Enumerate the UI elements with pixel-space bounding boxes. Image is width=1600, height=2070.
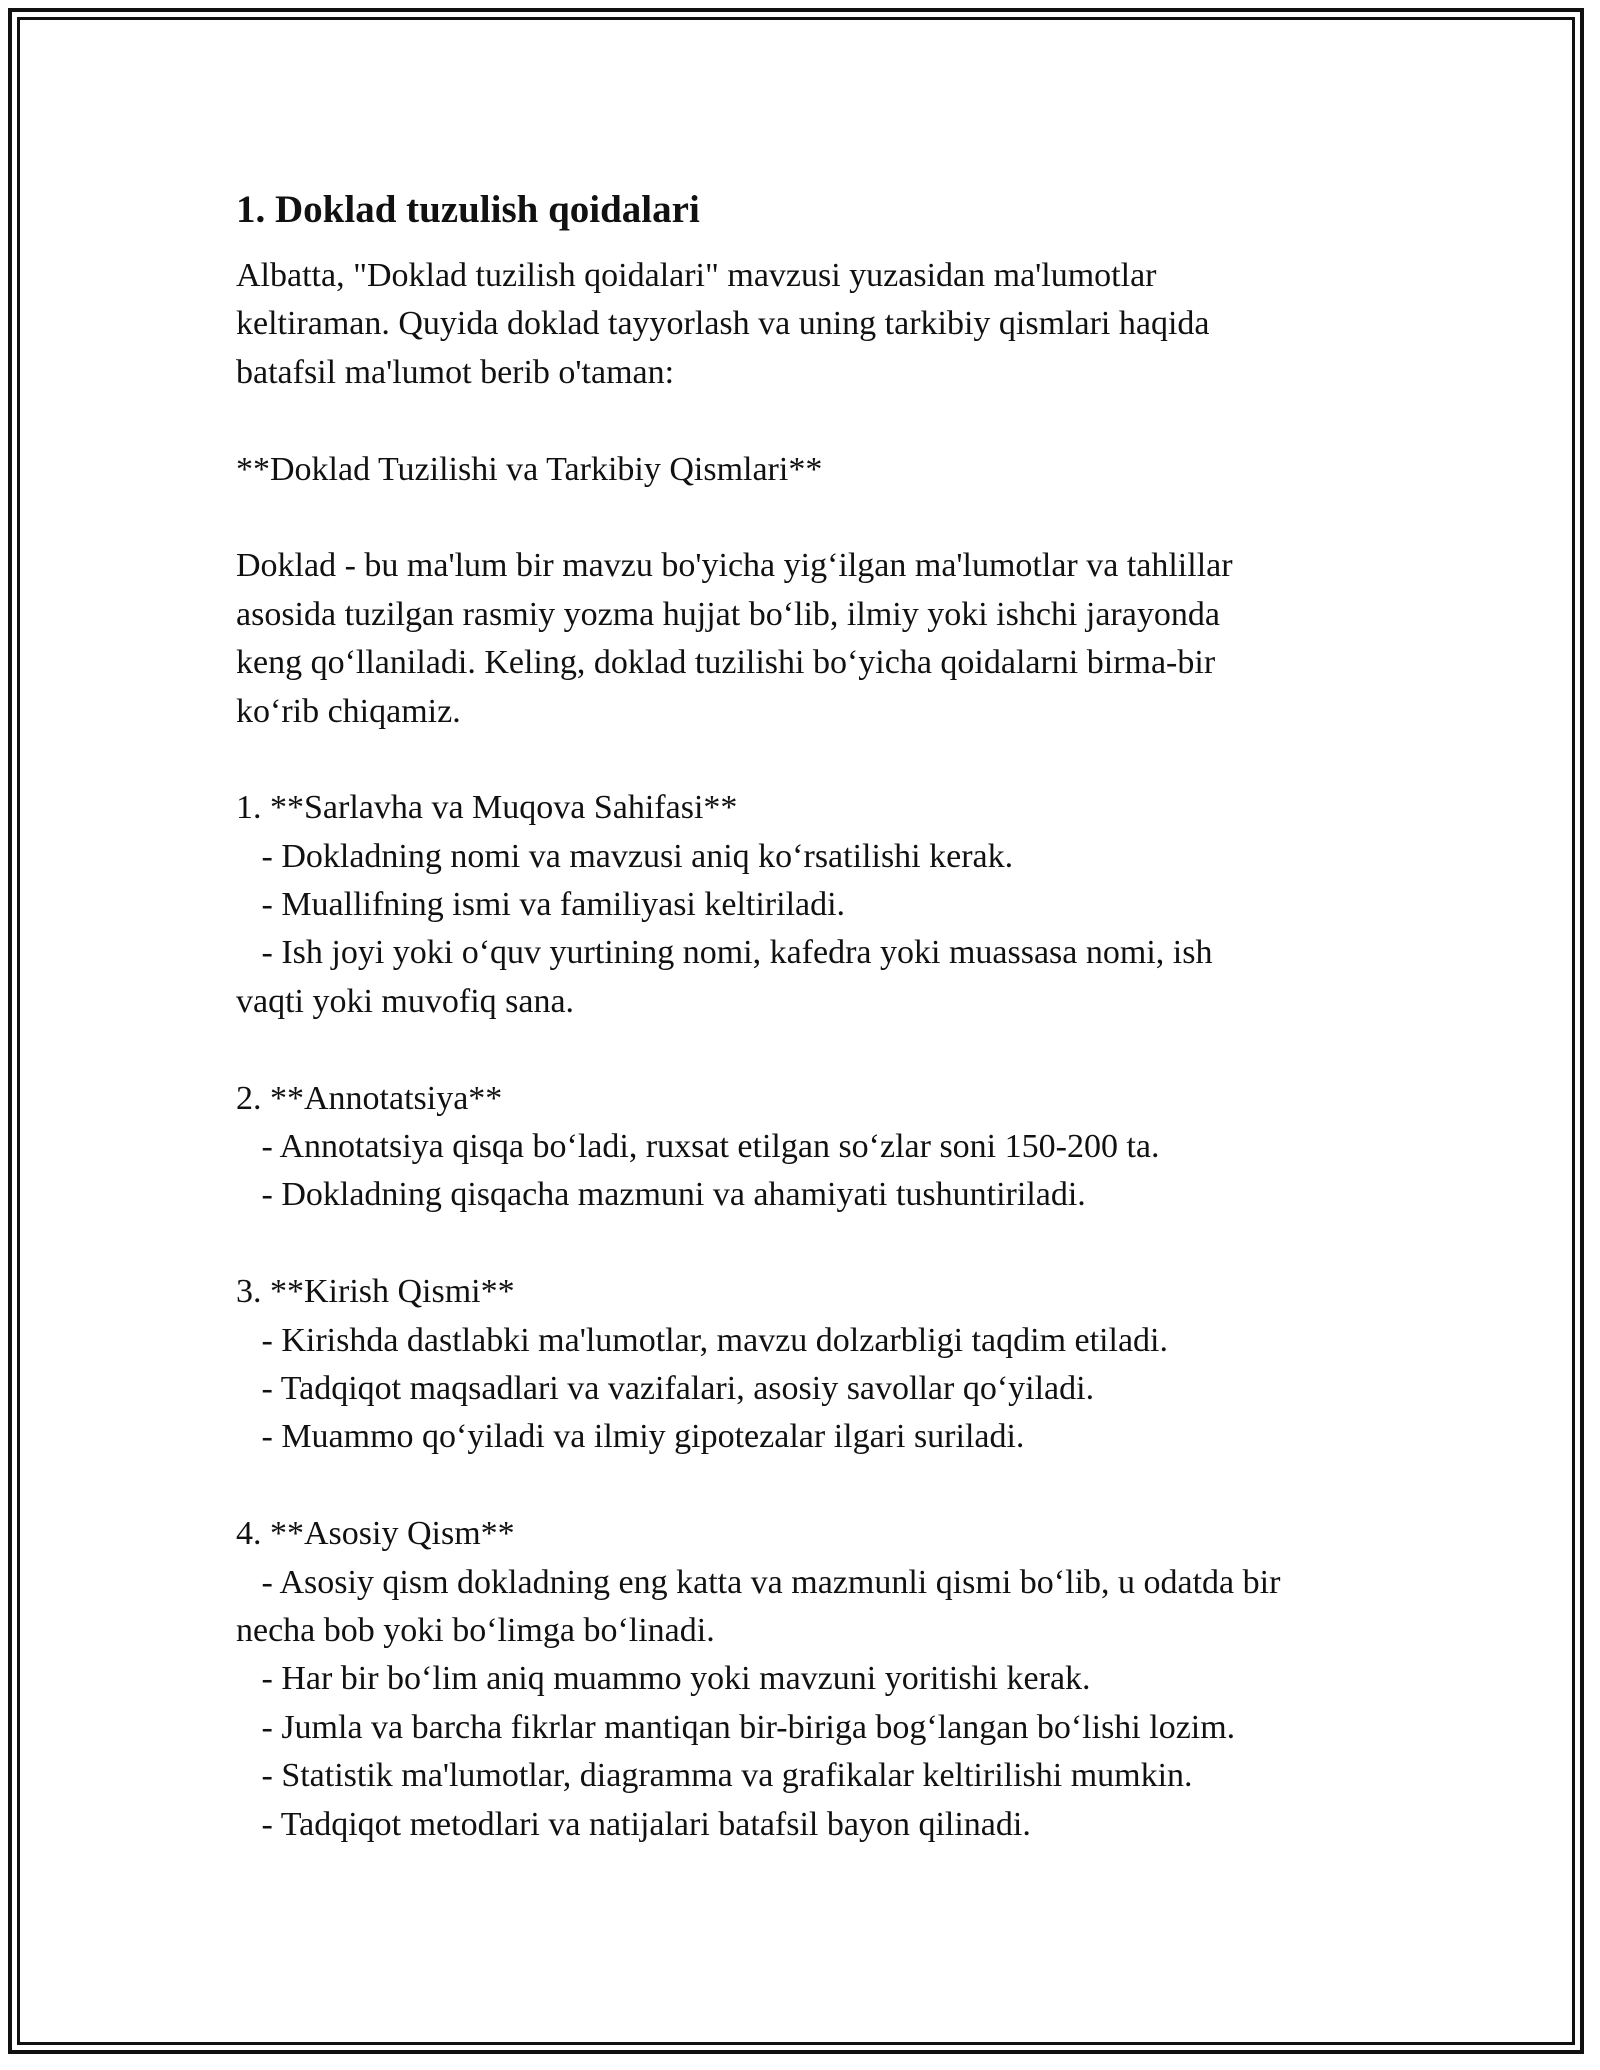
document-title: 1. Doklad tuzulish qoidalari	[236, 188, 700, 231]
text-line: - Tadqiqot metodlari va natijalari batafsil bayon qilinadi.	[236, 1805, 1031, 1843]
text-line: - Muallifning ismi va familiyasi keltiriladi.	[236, 886, 846, 924]
blank-line	[236, 494, 1386, 542]
text-line: - Dokladning nomi va mavzusi aniq ko‘rsatilishi kerak.	[236, 837, 1014, 875]
text-line: 4. **Asosiy Qism**	[236, 1515, 515, 1553]
text-line: - Annotatsiya qisqa bo‘ladi, ruxsat etilgan so‘zlar soni 150-200 ta.	[236, 1128, 1160, 1166]
text-line: - Ish joyi yoki o‘quv yurtining nomi, kafedra yoki muassasa nomi, ish	[236, 934, 1213, 972]
text-line: - Kirishda dastlabki ma'lumotlar, mavzu dolzarbligi taqdim etiladi.	[236, 1321, 1168, 1359]
text-line: vaqti yoki muvofiq sana.	[236, 982, 575, 1020]
text-line: - Dokladning qisqacha mazmuni va ahamiyati tushuntiriladi.	[236, 1176, 1086, 1214]
text-line: - Jumla va barcha fikrlar mantiqan bir-biriga bog‘langan bo‘lishi lozim.	[236, 1708, 1236, 1746]
text-line: Albatta, "Doklad tuzilish qoidalari" mavzusi yuzasidan ma'lumotlar	[236, 257, 1157, 294]
text-line: - Asosiy qism dokladning eng katta va mazmunli qismi bo‘lib, u odatda bir	[236, 1563, 1281, 1601]
text-line: 2. **Annotatsiya**	[236, 1079, 503, 1117]
text-line: **Doklad Tuzilishi va Tarkibiy Qismlari**	[236, 450, 823, 488]
text-line: necha bob yoki bo‘limga bo‘linadi.	[236, 1611, 715, 1649]
blank-line	[236, 397, 1386, 445]
text-line: keltiraman. Quyida doklad tayyorlash va uning tarkibiy qismlari haqida	[236, 305, 1210, 343]
text-line: - Muammo qo‘yiladi va ilmiy gipotezalar ilgari suriladi.	[236, 1418, 1025, 1456]
text-line: - Statistik ma'lumotlar, diagramma va grafikalar keltirilishi mumkin.	[236, 1757, 1193, 1795]
text-line: 3. **Kirish Qismi**	[236, 1273, 515, 1311]
text-line: 1. **Sarlavha va Muqova Sahifasi**	[236, 789, 738, 827]
text-line: batafsil ma'lumot berib o'taman:	[236, 353, 675, 391]
blank-line	[236, 1462, 1386, 1510]
document-body	[236, 252, 1386, 1849]
blank-line	[236, 736, 1386, 784]
text-line: Doklad - bu ma'lum bir mavzu bo'yicha yig‘ilgan ma'lumotlar va tahlillar	[236, 547, 1233, 585]
text-line: ko‘rib chiqamiz.	[236, 692, 461, 730]
text-line: - Tadqiqot maqsadlari va vazifalari, asosiy savollar qo‘yiladi.	[236, 1369, 1095, 1407]
document-page	[236, 186, 1386, 1849]
text-line: - Har bir bo‘lim aniq muammo yoki mavzuni yoritishi kerak.	[236, 1660, 1091, 1698]
blank-line	[236, 1220, 1386, 1268]
blank-line	[236, 1026, 1386, 1074]
text-line: asosida tuzilgan rasmiy yozma hujjat bo‘lib, ilmiy yoki ishchi jarayonda	[236, 595, 1220, 633]
text-line: keng qo‘llaniladi. Keling, doklad tuzilishi bo‘yicha qoidalarni birma-bir	[236, 644, 1216, 682]
